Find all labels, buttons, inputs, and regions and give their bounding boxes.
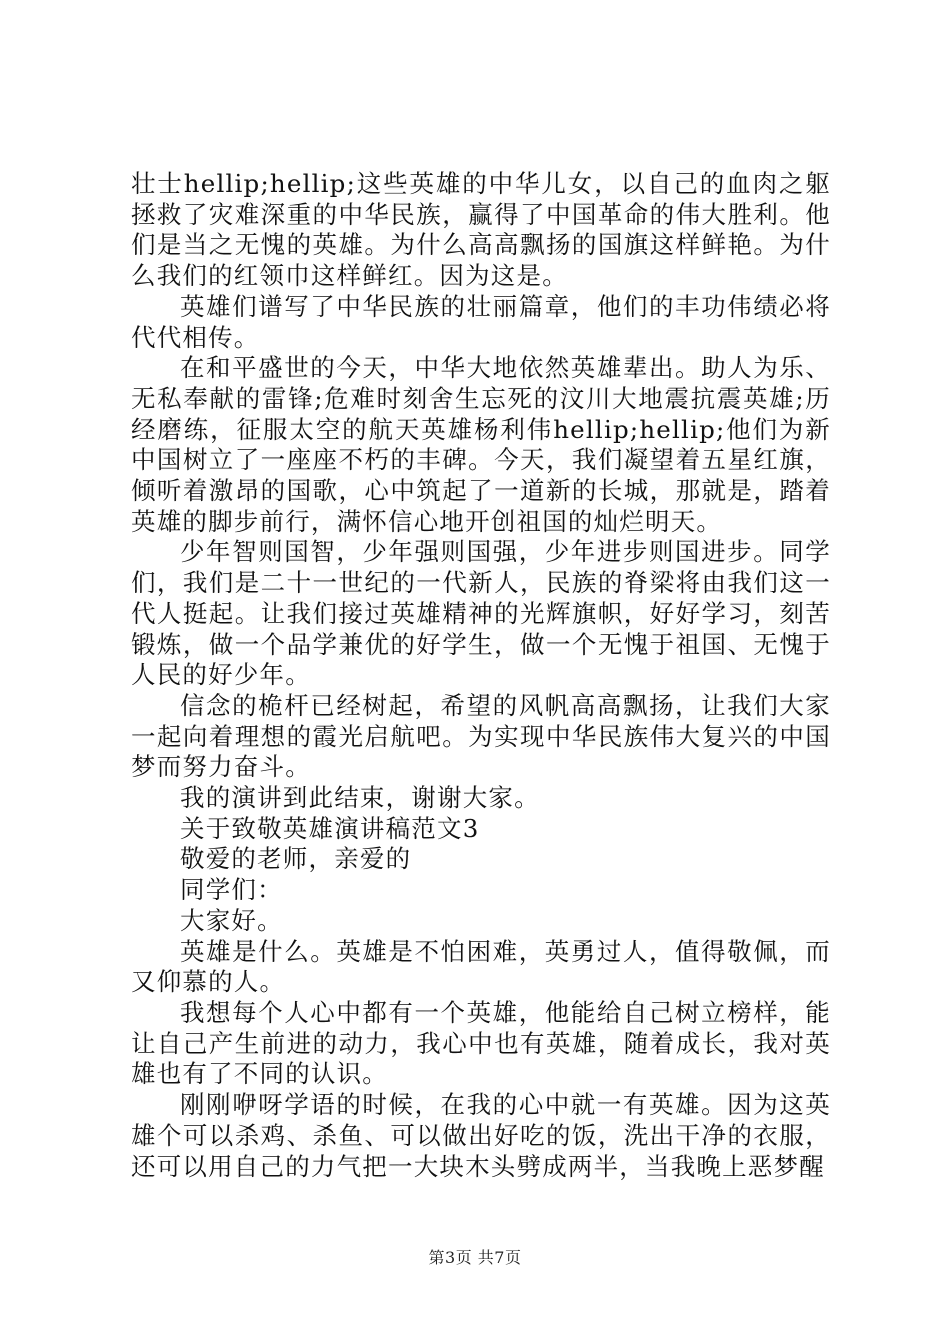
section-title: 关于致敬英雄演讲稿范文3	[180, 813, 480, 843]
closing-line: 我的演讲到此结束，谢谢大家。	[180, 783, 540, 813]
document-body	[131, 169, 831, 1182]
paragraph-6: 英雄是什么。英雄是不怕困难，英勇过人，值得敬佩，而又仰慕的人。	[131, 936, 831, 997]
paragraph-8: 刚刚咿呀学语的时候，在我的心中就一有英雄。因为这英雄个可以杀鸡、杀鱼、可以做出好吃的饭，洗出干净的衣服，还可以用自己的力气把一大块木头劈成两半，当我晚上恶梦醒	[131, 1090, 831, 1181]
salutation-line-2: 同学们：	[180, 875, 283, 905]
paragraph-1: 壮士hellip;hellip;这些英雄的中华儿女，以自己的血肉之躯拯救了灾难深重的中华民族，赢得了中国革命的伟大胜利。他们是当之无愧的英雄。为什么高高飘扬的国旗这样鲜艳。为什么我们的红领巾这样鲜红。因为这是。	[131, 169, 831, 291]
paragraph-7: 我想每个人心中都有一个英雄，他能给自己树立榜样，能让自己产生前进的动力，我心中也有英雄，随着成长，我对英雄也有了不同的认识。	[131, 997, 831, 1089]
greeting-line: 大家好。	[180, 905, 283, 935]
paragraph-3: 在和平盛世的今天，中华大地依然英雄辈出。助人为乐、无私奉献的雷锋;危难时刻舍生忘死的汶川大地震抗震英雄;历经磨练，征服太空的航天英雄杨利伟hellip;hellip;他们为新中国树立了一座座不朽的丰碑。今天，我们凝望着五星红旗，倾听着激昂的国歌，心中筑起了一道新的长城，那就是，踏着英雄的脚步前行，满怀信心地开创祖国的灿烂明天。	[131, 353, 831, 536]
page-number-footer: 第3页 共7页	[428, 1248, 522, 1267]
salutation-line-1: 敬爱的老师，亲爱的	[180, 844, 412, 874]
paragraph-4: 少年智则国智，少年强则国强，少年进步则国进步。同学们，我们是二十一世纪的一代新人，民族的脊梁将由我们这一代人挺起。让我们接过英雄精神的光辉旗帜，好好学习，刻苦锻炼，做一个品学兼优的好学生，做一个无愧于祖国、无愧于人民的好少年。	[131, 537, 831, 690]
paragraph-2: 英雄们谱写了中华民族的壮丽篇章，他们的丰功伟绩必将代代相传。	[131, 291, 831, 352]
paragraph-5: 信念的桅杆已经树起，希望的风帆高高飘扬，让我们大家一起向着理想的霞光启航吧。为实现中华民族伟大复兴的中国梦而努力奋斗。	[131, 690, 831, 782]
